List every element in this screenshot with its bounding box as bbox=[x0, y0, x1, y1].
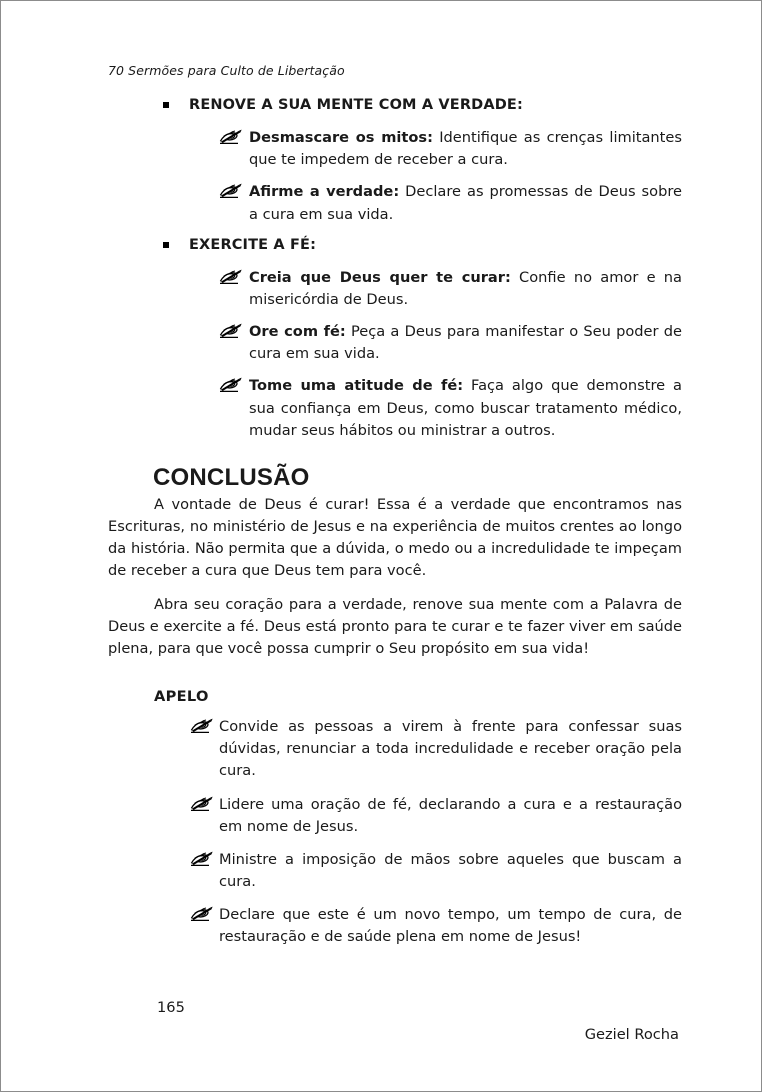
list-item-text bbox=[249, 321, 682, 365]
list-item-body: Identifique as crenças limitantes que te impedem de receber a cura. bbox=[249, 129, 682, 169]
outline-heading-item bbox=[108, 235, 682, 257]
page-number: 165 bbox=[157, 999, 185, 1016]
list-item-text bbox=[249, 375, 682, 442]
list-item-text bbox=[249, 127, 682, 171]
page-content bbox=[1, 1, 761, 1091]
apelo-item-text: Lidere uma oração de fé, declarando a cura e a restauração em nome de Jesus. bbox=[219, 795, 682, 835]
outline-heading-label: RENOVE A SUA MENTE COM A VERDADE: bbox=[189, 97, 523, 113]
list-item-lead: Afirme a verdade: bbox=[249, 183, 400, 201]
list-item bbox=[108, 849, 682, 893]
list-item bbox=[108, 127, 682, 171]
writing-hand-icon bbox=[189, 796, 215, 813]
list-item-lead: Desmascare os mitos: bbox=[249, 129, 433, 146]
writing-hand-icon bbox=[189, 906, 215, 923]
conclusion-paragraph: A vontade de Deus é curar! Essa é a verdade que encontramos nas Escrituras, no ministério de Jesus e na experiência de muitos crentes ao longo da história. Não permita que a dúvida, o medo ou a incredulidade te impeçam de receber a cura que Deus tem para você. bbox=[108, 495, 682, 580]
list-item bbox=[108, 794, 682, 838]
list-item bbox=[108, 375, 682, 442]
writing-hand-icon bbox=[218, 269, 244, 286]
list-item bbox=[108, 181, 682, 225]
outline-heading-item bbox=[108, 95, 682, 117]
apelo-item-text: Declare que este é um novo tempo, um tempo de cura, de restauração e de saúde plena em nome de Jesus! bbox=[219, 906, 682, 946]
list-item-lead: Creia que Deus quer te curar: bbox=[249, 268, 511, 286]
running-header: 70 Sermões para Culto de Libertação bbox=[108, 63, 345, 78]
apelo-heading: APELO bbox=[154, 688, 209, 706]
list-item-body: Faça algo que demonstre a sua confiança em Deus, como buscar tratamento médico, mudar seus hábitos ou ministrar a outros. bbox=[249, 377, 682, 439]
writing-hand-icon bbox=[218, 323, 244, 340]
list-item-text bbox=[249, 267, 682, 311]
writing-hand-icon bbox=[189, 851, 215, 868]
writing-hand-icon bbox=[218, 129, 244, 146]
list-item-body: Confie no amor e na misericórdia de Deus. bbox=[249, 268, 682, 308]
conclusion-paragraph: Abra seu coração para a verdade, renove sua mente com a Palavra de Deus e exercite a fé. Deus está pronto para te curar e te fazer viver em saúde plena, para que você possa cumprir o Seu propósito em sua vida! bbox=[108, 595, 682, 657]
list-item bbox=[108, 716, 682, 783]
list-item-text bbox=[249, 181, 682, 225]
list-item bbox=[108, 321, 682, 365]
writing-hand-icon bbox=[218, 377, 244, 394]
apelo-item-text: Convide as pessoas a virem à frente para confessar suas dúvidas, renunciar a toda incredulidade e receber oração pela cura. bbox=[219, 718, 682, 780]
list-item bbox=[108, 904, 682, 948]
list-item-lead: Ore com fé: bbox=[249, 323, 346, 341]
list-item-body: Declare as promessas de Deus sobre a cura em sua vida. bbox=[249, 183, 682, 223]
apelo-item-text: Ministre a imposição de mãos sobre aqueles que buscam a cura. bbox=[219, 850, 682, 891]
author-name: Geziel Rocha bbox=[584, 1026, 679, 1043]
list-item-lead: Tome uma atitude de fé: bbox=[249, 377, 464, 395]
writing-hand-icon bbox=[218, 183, 244, 200]
list-item bbox=[108, 267, 682, 311]
outline-heading-label: EXERCITE A FÉ: bbox=[189, 236, 317, 253]
list-item-body: Peça a Deus para manifestar o Seu poder de cura em sua vida. bbox=[249, 323, 682, 363]
square-bullet-icon bbox=[163, 242, 169, 248]
square-bullet-icon bbox=[163, 102, 169, 108]
body-flow bbox=[108, 95, 682, 949]
conclusion-heading: CONCLUSÃO bbox=[153, 463, 310, 491]
writing-hand-icon bbox=[189, 718, 215, 735]
